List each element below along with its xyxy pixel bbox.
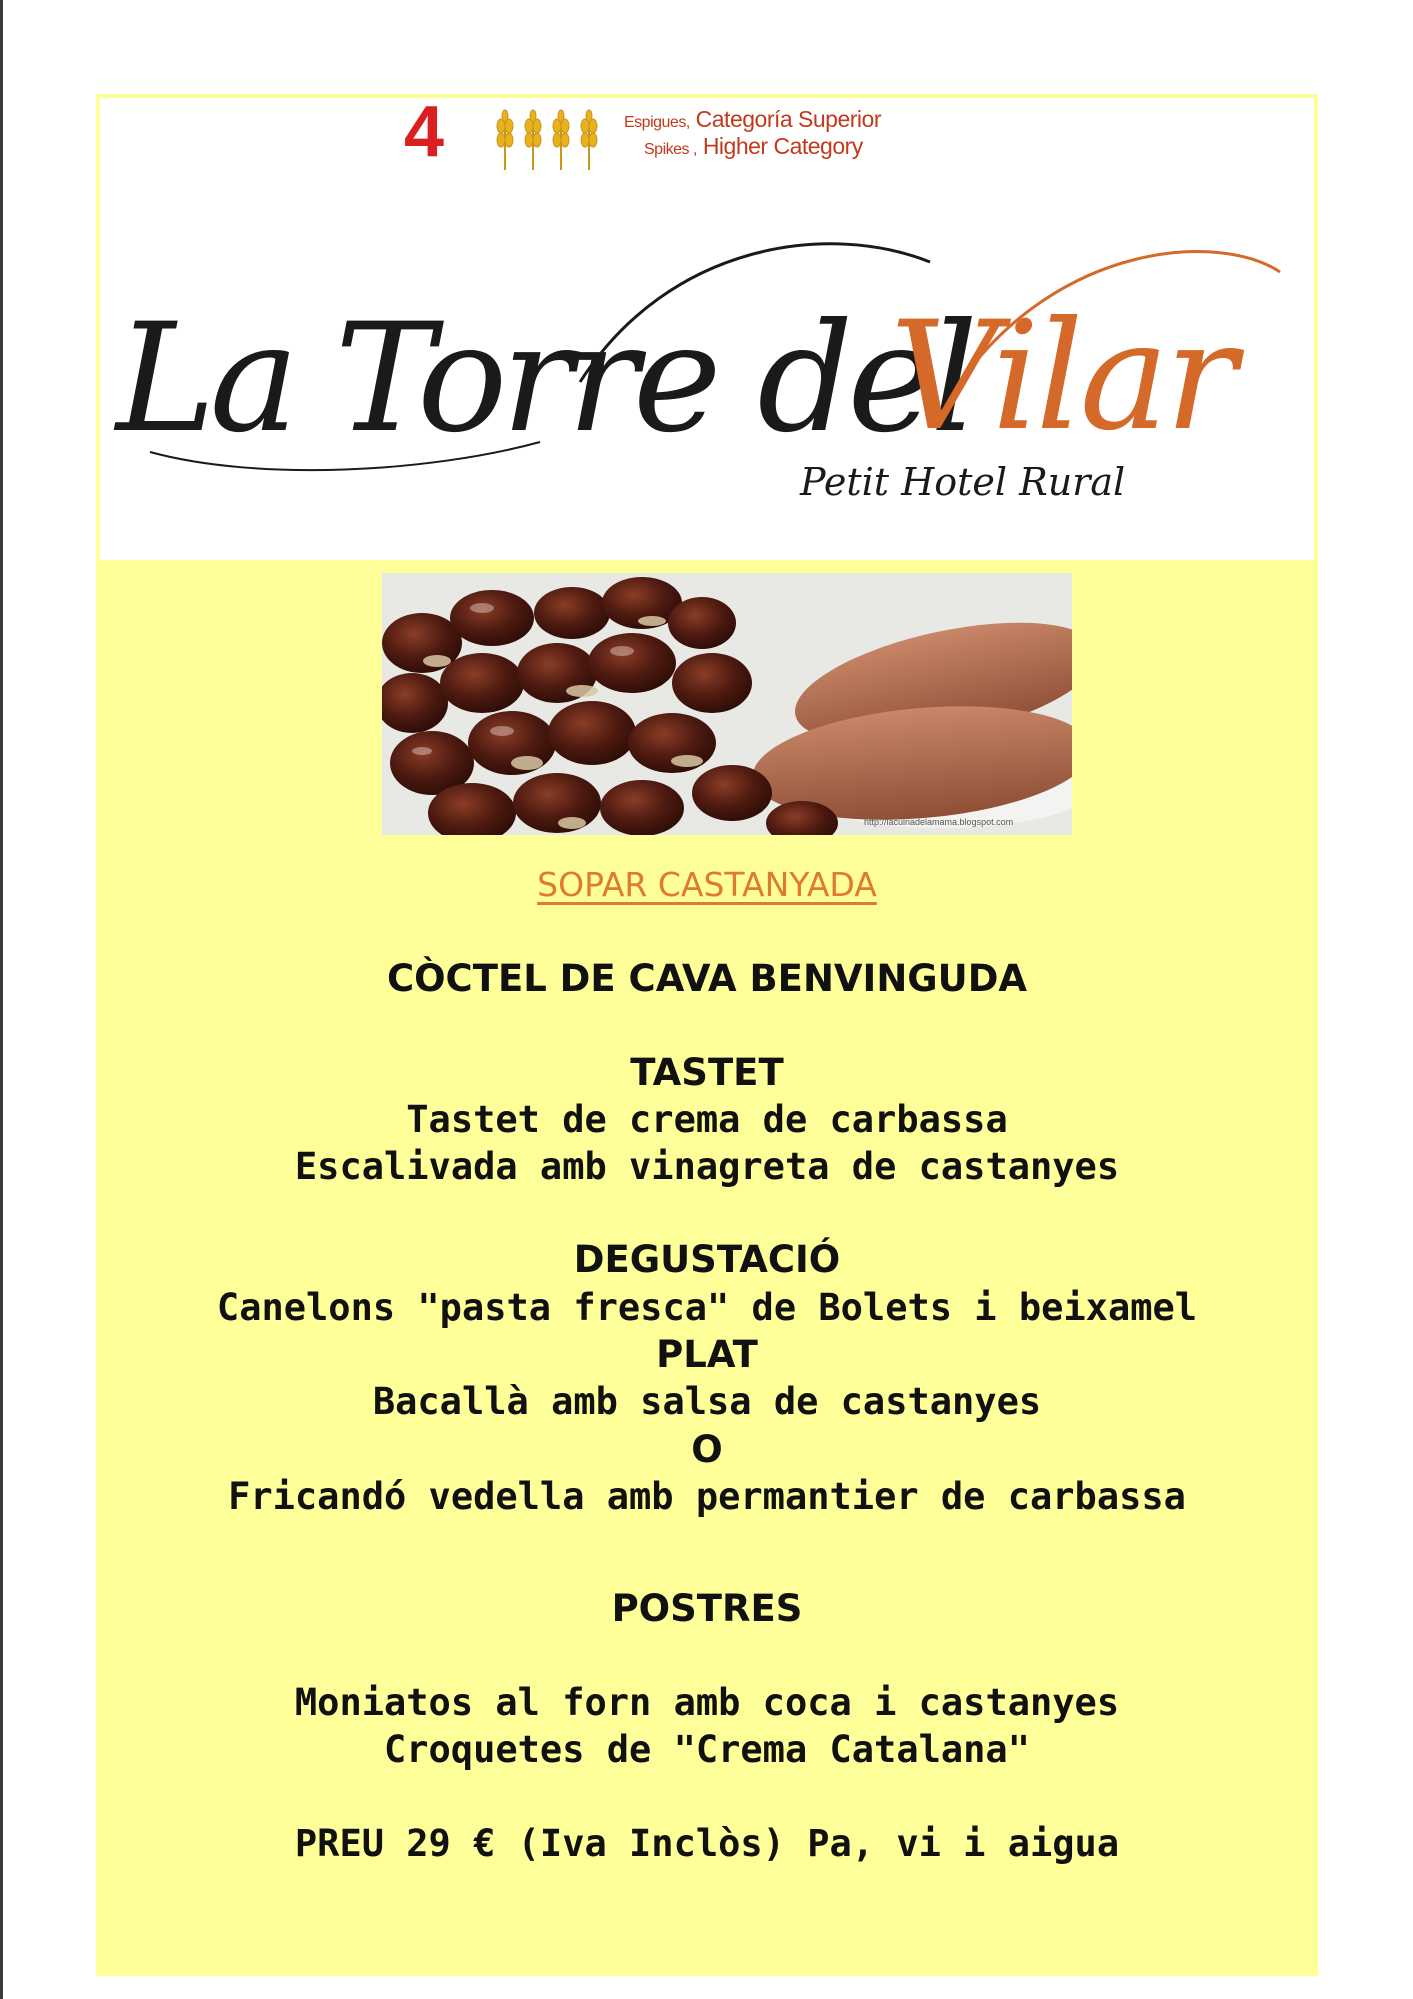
category-number: 4 <box>404 92 445 172</box>
postres-heading: POSTRES <box>611 1587 803 1630</box>
postres-item: Croquetes de "Crema Catalana" <box>383 1728 1030 1771</box>
degustacio-item: Canelons "pasta fresca" de Bolets i beixamel <box>216 1286 1198 1329</box>
category-label-catalan <box>624 106 881 133</box>
logo-name-orange: Vilar <box>890 290 1233 464</box>
wheat-spike-icon <box>488 108 606 174</box>
plat-or: O <box>691 1428 723 1471</box>
category-label-catalan-small: Espigues, <box>624 114 690 131</box>
chestnuts-photo <box>382 573 1072 835</box>
category-label-english-small: Spikes , <box>644 141 697 158</box>
logo-name-black: La Torre del <box>116 292 973 466</box>
tastet-item: Tastet de crema de carbassa <box>406 1098 1008 1141</box>
plat-heading: PLAT <box>656 1333 758 1376</box>
tastet-item: Escalivada amb vinagreta de castanyes <box>294 1145 1120 1188</box>
photo-watermark: http://lacuinadelamama.blogspot.com <box>864 817 1014 827</box>
logo-subtitle: Petit Hotel Rural <box>800 460 1126 504</box>
chestnuts-illustration <box>382 573 1072 835</box>
plat-item: Bacallà amb salsa de castanyes <box>372 1380 1042 1423</box>
category-label-english-rest: Higher Category <box>702 133 863 159</box>
category-label-english <box>644 133 863 160</box>
page-edge-rule <box>0 0 3 1999</box>
postres-item: Moniatos al forn amb coca i castanyes <box>294 1681 1120 1724</box>
plat-item: Fricandó vedella amb permantier de carbassa <box>228 1475 1186 1518</box>
menu-title: SOPAR CASTANYADA <box>537 865 877 904</box>
tastet-heading: TASTET <box>630 1051 784 1094</box>
hotel-logo <box>110 232 1290 522</box>
menu-price: PREU 29 € (Iva Inclòs) Pa, vi i aigua <box>294 1822 1120 1865</box>
category-label-catalan-rest: Categoría Superior <box>695 106 881 132</box>
menu-welcome: CÒCTEL DE CAVA BENVINGUDA <box>386 957 1028 1000</box>
degustacio-heading: DEGUSTACIÓ <box>573 1238 841 1281</box>
